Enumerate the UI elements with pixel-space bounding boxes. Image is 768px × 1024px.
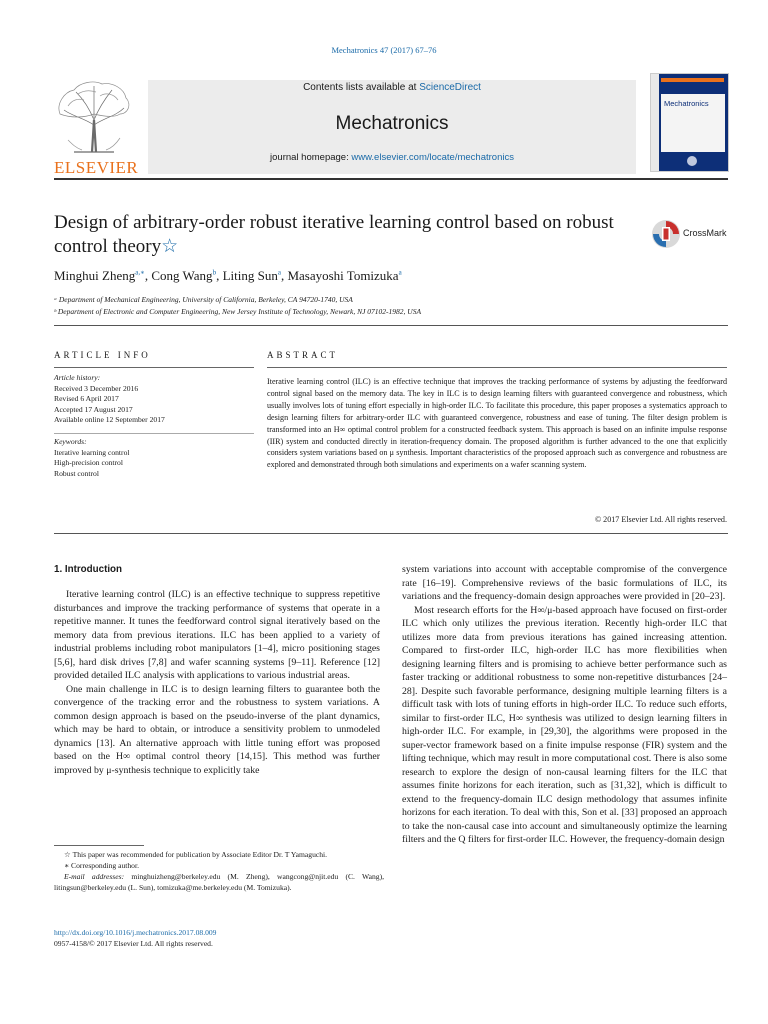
affiliation-a: ᵃ Department of Mechanical Engineering, University of California, Berkeley, CA 94720-1740, USA bbox=[54, 295, 353, 304]
left-column bbox=[54, 588, 380, 777]
crossmark-badge[interactable] bbox=[651, 217, 731, 251]
abstract-copyright: © 2017 Elsevier Ltd. All rights reserved. bbox=[594, 515, 727, 524]
email-list[interactable]: minghuizheng@berkeley.edu (M. Zheng), wangcong@njit.edu (C. Wang), litingsun@berkeley.edu (L. Sun), tomizuka@me.berkeley.edu (M. Tomizuka). bbox=[54, 872, 384, 892]
sciencedirect-link[interactable]: ScienceDirect bbox=[419, 82, 481, 93]
email-label: E-mail addresses: bbox=[64, 872, 125, 881]
contents-line bbox=[148, 82, 636, 93]
keyword-item: Robust control bbox=[54, 468, 99, 478]
right-column bbox=[402, 563, 727, 847]
article-title-text: Design of arbitrary-order robust iterative learning control based on robust control theory bbox=[54, 212, 614, 257]
history-online: Available online 12 September 2017 bbox=[54, 415, 165, 425]
cover-panel bbox=[661, 94, 725, 152]
crossmark-icon bbox=[651, 219, 681, 249]
doi-block bbox=[54, 927, 216, 949]
author-separator: , bbox=[280, 268, 288, 283]
author-affiliation-marker[interactable]: a bbox=[398, 268, 402, 277]
abstract-rule bbox=[267, 367, 727, 368]
footnotes bbox=[54, 849, 384, 893]
journal-name: Mechatronics bbox=[335, 113, 449, 134]
footnote-recommendation: ☆ This paper was recommended for publication by Associate Editor Dr. T Yamaguchi. bbox=[64, 850, 328, 859]
elsevier-logo bbox=[54, 80, 139, 177]
body-paragraph: Most research efforts for the H∞/μ-based approach have focused on first-order ILC which only utilizes the previous iteration. Recently high-order ILC that utilizes more data from previous iterations has gained increasing attention. Compared to first-order ILC, high-order ILC has more flexibilities when designing learning filters and is promising to achieve better performance such as faster tracking or additional robustness to some non-repetitive disturbances [24–28]. Despite such favorable performance, designing multiple learning filters is a difficult task with lots of tuning efforts in high-order ILC. To reduce such efforts, similar to first-order ILC, H∞ synthesis was utilized to design learning filters in high-order ILC. For example, in [29,30], the algorithms were proposed in the super-vector framework based on a finite impulse response (FIR) system and the lifting technique, which may result in more computational cost. There is also some research to explore the design of non-causal learning filters for the ILC that assumes finite horizons for each iteration, such as [31,32], which is difficult to extend to the frequency-domain ILC design methodology that assumes infinite horizons for each iteration. To deal with this, Son et al. [33] proposed an approach to take the non-causal case into account and simultaneously optimize the learning filters and the Q filters for first-order ILC. However, the frequency-domain design bbox=[402, 604, 727, 845]
elsevier-tree-icon bbox=[54, 80, 134, 156]
journal-citation[interactable]: Mechatronics 47 (2017) 67–76 bbox=[331, 45, 437, 55]
body-paragraph: system variations into account with acceptable compromise of the convergence rate [16–19]. Comprehensive reviews of the basic formulations of ILC, its variations and the frequency-domain design approaches were provided in [20–23]. bbox=[402, 564, 727, 602]
footnote-rule bbox=[54, 845, 144, 846]
author-name: Masayoshi Tomizuka bbox=[287, 268, 399, 283]
article-title bbox=[54, 211, 629, 259]
author-affiliation-marker[interactable]: a,∗ bbox=[135, 268, 145, 277]
doi-link[interactable]: http://dx.doi.org/10.1016/j.mechatronics.2017.08.009 bbox=[54, 928, 217, 937]
author-separator: , bbox=[216, 268, 223, 283]
author-name: Minghui Zheng bbox=[54, 268, 136, 283]
info-top-rule bbox=[54, 325, 728, 326]
author-name: Liting Sun bbox=[222, 268, 278, 283]
author-affiliation-marker[interactable]: b bbox=[212, 268, 217, 277]
abstract-text: Iterative learning control (ILC) is an effective technique that improves the tracking performance of systems by adjusting the feedforward control signal based on the memory data. The key in ILC is to design learning filters with guaranteed convergence and robustness, which usually involves lots of tuning effort especially in high-order ILC. To facilitate this procedure, this paper proposes a systematics approach to design learning filters for arbitrary-order ILC with guaranteed convergence, robustness and ease of tuning. The filter design problem is transformed into an H∞ optimal control problem for a constructed feedback system. This approach is based on an infinite impulse response (IIR) system and conducted directly in iteration-frequency domain. The proposed algorithm is further advanced to the one that explicitly considers system variations based on μ synthesis. Important characteristics of the proposed approach such as convergence and robustness are explored and demonstrated through both simulations and experiments on a wafer scanning system. bbox=[267, 377, 727, 470]
header-rule bbox=[54, 178, 728, 180]
history-revised: Revised 6 April 2017 bbox=[54, 394, 119, 404]
author-affiliation-marker[interactable]: a bbox=[277, 268, 281, 277]
section-heading: 1. Introduction bbox=[54, 564, 123, 575]
history-received: Received 3 December 2016 bbox=[54, 383, 139, 393]
issn-line: 0957-4158/© 2017 Elsevier Ltd. All rights reserved. bbox=[54, 939, 213, 948]
footnote-corresponding: ∗ Corresponding author. bbox=[64, 861, 139, 870]
author-name: Cong Wang bbox=[151, 268, 213, 283]
footnote-emails bbox=[54, 871, 384, 893]
affiliation-b: ᵇ Department of Electronic and Computer Engineering, New Jersey Institute of Technology, Newark, NJ 07102-1982, USA bbox=[54, 307, 422, 316]
keywords bbox=[54, 437, 259, 479]
elsevier-wordmark: ELSEVIER bbox=[54, 158, 139, 177]
body-paragraph: Iterative learning control (ILC) is an effective technique to suppress repetitive disturbances and improve the tracking performance of systems that operate in a repetitive manner. It tunes the feedforward control signal iteratively based on the memory data from previous iterations. ILC has been applied to a variety of industrial problems including robot manipulators [1–4], micro positioning stages [5,6], hard disk drives [7,8] and wafer scanning systems [9–11]. Reference [12] provided detailed ILC analysis with applications to various industrial areas. bbox=[54, 589, 380, 681]
keyword-item: Iterative learning control bbox=[54, 447, 130, 457]
article-info-rule bbox=[54, 367, 254, 368]
author-separator: , bbox=[144, 268, 152, 283]
cover-title: Mechatronics bbox=[664, 99, 709, 108]
history-label: Article history: bbox=[54, 373, 101, 382]
journal-homepage bbox=[148, 152, 636, 163]
cover-spine bbox=[651, 74, 659, 171]
article-history bbox=[54, 373, 259, 426]
history-accepted: Accepted 17 August 2017 bbox=[54, 404, 133, 414]
cover-logo-strip bbox=[661, 78, 724, 82]
homepage-link[interactable]: www.elsevier.com/locate/mechatronics bbox=[351, 152, 514, 163]
contents-prefix: Contents lists available at bbox=[303, 82, 420, 93]
author-list bbox=[54, 268, 402, 284]
crossmark-label: CrossMark bbox=[683, 228, 727, 238]
journal-cover-thumbnail[interactable] bbox=[650, 73, 729, 172]
body-paragraph: One main challenge in ILC is to design learning filters to guarantee both the convergence of the tracking error and the robustness to system variations. A common design approach is based on the pseudo-inverse of the plant dynamics, which may be hard to obtain, or introduce a sensitivity problem to unmodeled dynamics [13]. An alternative approach with little tuning effort was proposed based on the H∞ optimal control theory [14,15]. This method was further improved by μ-synthesis technique to explicitly take bbox=[54, 683, 380, 776]
title-footnote-star[interactable]: ☆ bbox=[161, 236, 179, 257]
article-info-heading: ARTICLE INFO bbox=[54, 350, 151, 360]
homepage-prefix: journal homepage: bbox=[270, 152, 352, 163]
body-top-rule bbox=[54, 533, 728, 534]
cover-emblem bbox=[687, 156, 697, 166]
keywords-label: Keywords: bbox=[54, 437, 87, 446]
abstract-heading: ABSTRACT bbox=[267, 350, 339, 360]
keyword-item: High-precision control bbox=[54, 458, 123, 468]
keywords-rule bbox=[54, 433, 254, 434]
